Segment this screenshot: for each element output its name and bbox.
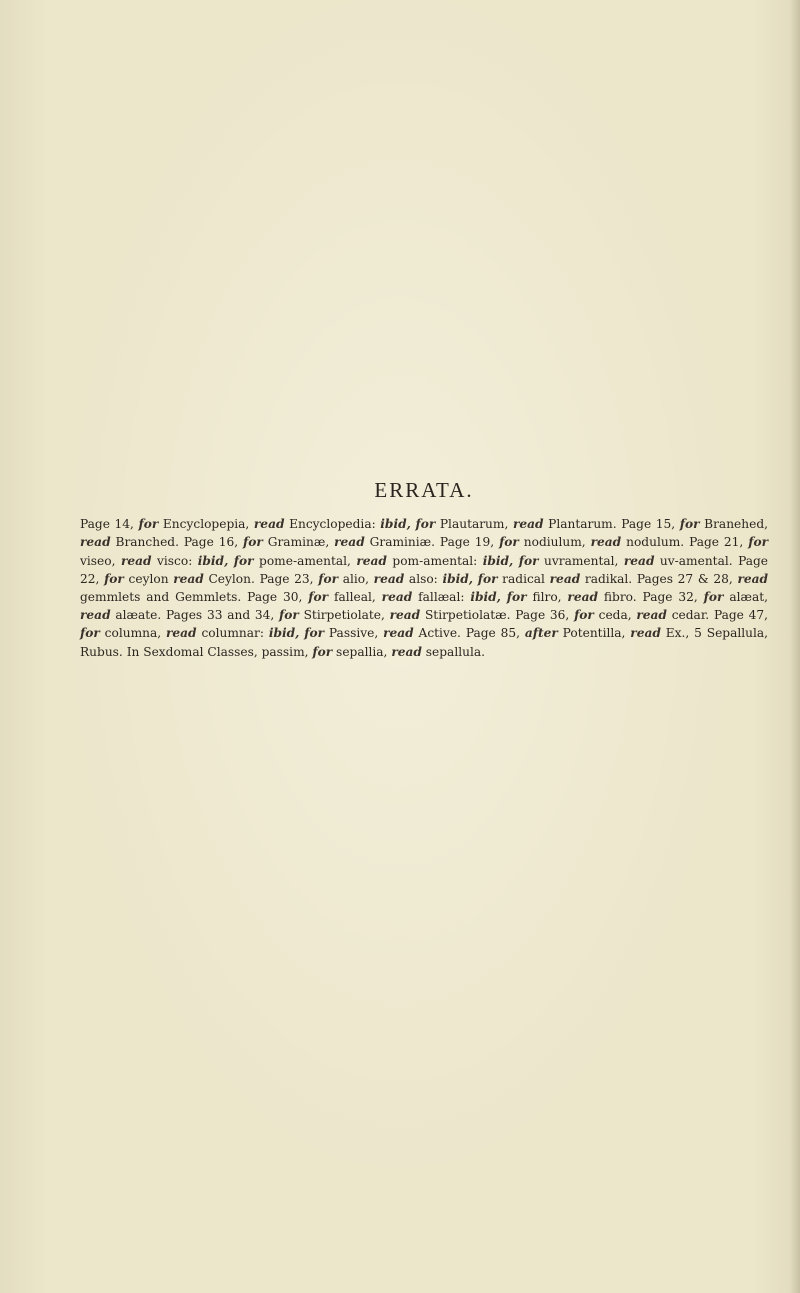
page-edge-shadow [790,0,800,1293]
errata-text: Encyclopepia, [158,517,254,532]
errata-text: viseo, [80,553,121,568]
errata-keyword: read [567,590,599,604]
errata-text: uv-amental. [654,553,733,568]
errata-text: Page 36, [515,608,575,623]
errata-entry [440,535,684,549]
errata-keyword: for [477,571,498,586]
errata-keyword: read [623,553,655,568]
errata-keyword: read [80,608,111,623]
errata-text: Active. [413,626,461,641]
errata-text: Page 14, [80,517,139,532]
errata-text: Stirpetiolate, [298,608,390,623]
errata-entry [515,608,709,622]
errata-text: Branched. [110,535,179,550]
errata-keyword: for [415,517,436,532]
errata-text: Passive, [324,626,384,641]
errata-keyword: for [279,608,299,623]
errata-text: Pages 33 and 34, [166,608,280,623]
errata-keyword: read [636,608,667,623]
errata-text: uvramental, [538,553,624,568]
errata-keyword: for [318,571,339,586]
errata-keyword: read [737,571,769,586]
errata-keyword: ibid, [197,553,229,568]
errata-text: sepallia, [332,644,392,659]
errata-entry [127,645,485,659]
errata-text: Page 15, [621,517,680,532]
errata-keyword: for [80,626,100,641]
errata-keyword: for [506,590,527,604]
errata-text: Page 22, [80,553,769,586]
errata-text: alæate. [110,608,162,623]
errata-keyword: read [630,626,661,641]
errata-keyword: read [80,535,111,550]
errata-text: sepallula. [421,644,485,659]
errata-keyword: for [312,644,333,659]
errata-text: Page 30, [247,590,309,604]
errata-text: alio, [338,571,374,586]
errata-keyword: read [165,626,197,641]
errata-keyword: after [524,626,558,641]
errata-text: Branehed, [699,517,768,532]
errata-keyword: read [391,644,422,659]
errata-text: nodiulum, [518,535,591,550]
errata-text: nodulum. [621,535,685,550]
errata-keyword: for [574,608,594,623]
errata-keyword: read [549,571,581,586]
errata-keyword: for [233,553,254,568]
errata-text: Page 21, [689,535,749,550]
errata-section [80,478,768,673]
errata-text: Plantarum. [543,517,617,532]
errata-text: visco: [151,553,198,568]
errata-keyword: for [304,626,325,641]
errata-title: ERRATA. [374,478,474,502]
errata-keyword: read [173,571,204,586]
errata-text: cedar. [666,608,710,623]
errata-text: columnar: [196,626,269,641]
errata-keyword: for [243,535,263,550]
errata-text: Page 16, [183,535,244,550]
errata-text: Page 85, [465,626,525,641]
errata-text: fibro. [598,590,637,604]
errata-keyword: for [748,535,768,550]
errata-text: Graminæ, [262,535,335,550]
errata-text: In Sexdomal Classes, passim, [126,644,313,659]
errata-keyword: read [334,535,365,550]
errata-keyword: for [104,571,124,586]
errata-text: columna, [99,626,166,641]
errata-text: Page 32, [642,590,704,604]
errata-text: Page 19, [439,535,500,550]
errata-keyword: ibid, [482,553,514,568]
errata-keyword: for [138,517,159,532]
errata-text: Page 47, [713,608,769,623]
errata-text: also: [404,571,443,586]
errata-keyword: for [518,553,539,568]
errata-text: Encyclopedia: [284,517,381,532]
errata-text: pom-amental: [386,553,483,568]
errata-text: Graminiæ. [364,535,435,550]
errata-entry [247,590,636,604]
errata-text: ceda, [593,608,637,623]
errata-text: gemmlets and Gemmlets. [80,590,242,604]
errata-keyword: for [679,517,700,532]
errata-entry [166,608,510,622]
errata-text: pome-amental, [253,553,357,568]
errata-keyword: read [512,517,544,532]
errata-text: Ex., 5 Sepallula, Rubus. [80,626,769,659]
errata-keyword: read [120,553,152,568]
errata-entries [80,515,768,661]
errata-text: Potentilla, [557,626,631,641]
errata-keyword: read [383,626,414,641]
errata-text: fallæal: [412,590,471,604]
errata-keyword: ibid, [442,571,474,586]
errata-keyword: ibid, [470,590,501,604]
errata-keyword: read [373,571,405,586]
errata-text: filro, [526,590,568,604]
errata-entry [184,535,435,549]
errata-keyword: read [389,608,421,623]
errata-keyword: read [356,553,387,568]
errata-keyword: for [703,590,724,604]
errata-keyword: ibid, [380,517,411,532]
errata-text: falleal, [328,590,382,604]
errata-text: alæat, [723,590,768,604]
errata-text: radikal. [580,571,633,586]
errata-keyword: read [590,535,622,550]
errata-keyword: for [308,590,329,604]
errata-entry [260,572,633,586]
errata-text: Plautarum, [435,517,513,532]
errata-text: Stirpetiolatæ. [420,608,511,623]
errata-keyword: for [499,535,519,550]
errata-entry [80,517,617,531]
errata-text: ceylon [123,571,174,586]
errata-text: Page 23, [259,571,319,586]
errata-text: radical [497,571,550,586]
errata-keyword: read [253,517,285,532]
errata-keyword: ibid, [268,626,300,641]
errata-keyword: read [381,590,413,604]
errata-text: Pages 27 & 28, [636,571,738,586]
errata-text: Ceylon. [203,571,255,586]
